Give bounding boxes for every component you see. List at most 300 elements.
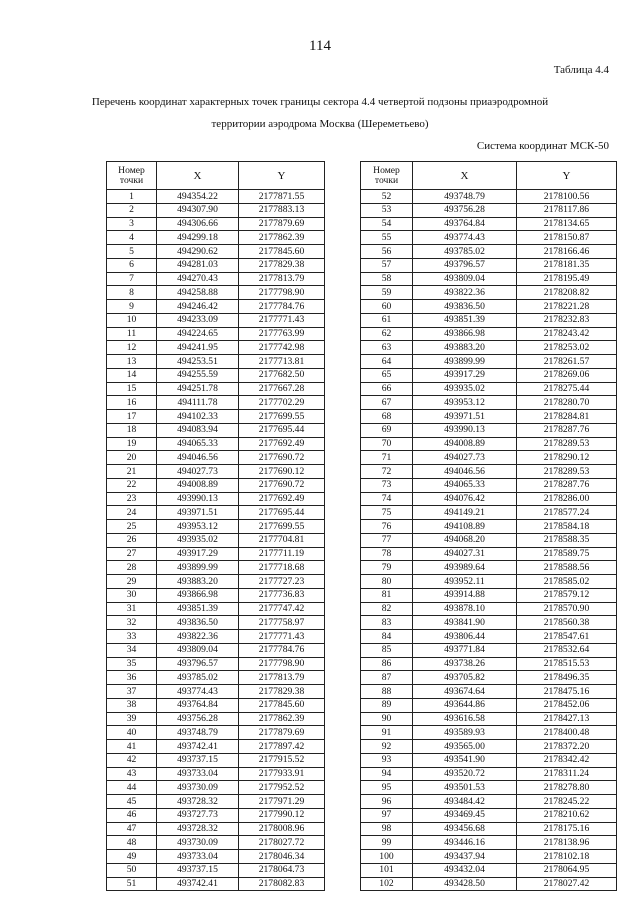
cell-x: 493774.43 (413, 231, 517, 245)
cell-y: 2178560.38 (517, 616, 617, 630)
table-row (361, 245, 617, 259)
cell-point-number: 93 (361, 753, 413, 767)
cell-y: 2177883.13 (239, 203, 325, 217)
cell-y: 2177692.49 (239, 492, 325, 506)
table-label: Таблица 4.4 (553, 64, 609, 76)
table-row (361, 657, 617, 671)
table-row (107, 300, 325, 314)
cell-y: 2177690.72 (239, 478, 325, 492)
cell-point-number: 39 (107, 712, 157, 726)
table-row (361, 492, 617, 506)
cell-point-number: 28 (107, 561, 157, 575)
coordinates-table-left (106, 161, 325, 891)
cell-y: 2178515.53 (517, 657, 617, 671)
cell-x: 493730.09 (157, 836, 239, 850)
cell-point-number: 29 (107, 575, 157, 589)
table-row (107, 437, 325, 451)
cell-point-number: 53 (361, 203, 413, 217)
table-row (107, 836, 325, 850)
cell-point-number: 31 (107, 602, 157, 616)
cell-point-number: 35 (107, 657, 157, 671)
cell-y: 2177718.68 (239, 561, 325, 575)
table-row (107, 698, 325, 712)
cell-y: 2178232.83 (517, 313, 617, 327)
cell-y: 2178008.96 (239, 822, 325, 836)
table-row (107, 217, 325, 231)
table-row (107, 272, 325, 286)
header-point-line1: Номер (373, 164, 400, 176)
cell-point-number: 70 (361, 437, 413, 451)
table-header-row (107, 162, 325, 190)
cell-point-number: 36 (107, 671, 157, 685)
cell-y: 2178372.20 (517, 740, 617, 754)
cell-point-number: 58 (361, 272, 413, 286)
table-row (107, 506, 325, 520)
table-row (361, 231, 617, 245)
cell-y: 2177695.44 (239, 423, 325, 437)
cell-x: 493520.72 (413, 767, 517, 781)
cell-y: 2177736.83 (239, 588, 325, 602)
cell-x: 494108.89 (413, 520, 517, 534)
cell-y: 2177692.49 (239, 437, 325, 451)
table-row (107, 465, 325, 479)
cell-x: 494149.21 (413, 506, 517, 520)
table-row (107, 726, 325, 740)
table-row (361, 808, 617, 822)
cell-point-number: 101 (361, 863, 413, 877)
cell-point-number: 47 (107, 822, 157, 836)
table-row (107, 808, 325, 822)
cell-y: 2178117.86 (517, 203, 617, 217)
cell-x: 493738.26 (413, 657, 517, 671)
cell-point-number: 49 (107, 850, 157, 864)
cell-x: 493878.10 (413, 602, 517, 616)
cell-x: 493883.20 (413, 341, 517, 355)
table-row (361, 327, 617, 341)
table-row (107, 795, 325, 809)
cell-x: 494111.78 (157, 396, 239, 410)
table-row (107, 355, 325, 369)
table-row (361, 382, 617, 396)
cell-point-number: 92 (361, 740, 413, 754)
cell-point-number: 63 (361, 341, 413, 355)
table-row (107, 712, 325, 726)
table-row (361, 781, 617, 795)
cell-y: 2177771.43 (239, 630, 325, 644)
cell-point-number: 51 (107, 877, 157, 891)
cell-x: 493469.45 (413, 808, 517, 822)
table-row (107, 685, 325, 699)
cell-y: 2178046.34 (239, 850, 325, 864)
cell-x: 493851.39 (157, 602, 239, 616)
cell-point-number: 14 (107, 368, 157, 382)
cell-point-number: 13 (107, 355, 157, 369)
cell-y: 2178311.24 (517, 767, 617, 781)
table-row (361, 850, 617, 864)
cell-y: 2178134.65 (517, 217, 617, 231)
cell-y: 2178278.80 (517, 781, 617, 795)
cell-point-number: 94 (361, 767, 413, 781)
cell-y: 2178475.16 (517, 685, 617, 699)
cell-y: 2178400.48 (517, 726, 617, 740)
cell-point-number: 46 (107, 808, 157, 822)
table-row (361, 465, 617, 479)
cell-point-number: 21 (107, 465, 157, 479)
table-body-right (361, 190, 617, 891)
cell-x: 494076.42 (413, 492, 517, 506)
cell-point-number: 34 (107, 643, 157, 657)
cell-x: 493822.36 (157, 630, 239, 644)
cell-y: 2178208.82 (517, 286, 617, 300)
cell-point-number: 5 (107, 245, 157, 259)
table-row (107, 877, 325, 891)
table-row (107, 313, 325, 327)
cell-y: 2177763.99 (239, 327, 325, 341)
cell-y: 2177798.90 (239, 286, 325, 300)
cell-point-number: 68 (361, 410, 413, 424)
cell-point-number: 81 (361, 588, 413, 602)
cell-x: 493990.13 (157, 492, 239, 506)
cell-x: 493730.09 (157, 781, 239, 795)
cell-y: 2178175.16 (517, 822, 617, 836)
table-row (107, 753, 325, 767)
cell-y: 2177699.55 (239, 410, 325, 424)
table-row (361, 712, 617, 726)
cell-y: 2178342.42 (517, 753, 617, 767)
cell-y: 2177879.69 (239, 217, 325, 231)
cell-y: 2177871.55 (239, 190, 325, 204)
cell-x: 493836.50 (413, 300, 517, 314)
cell-x: 493432.04 (413, 863, 517, 877)
cell-point-number: 57 (361, 258, 413, 272)
table-row (361, 341, 617, 355)
cell-point-number: 54 (361, 217, 413, 231)
cell-point-number: 6 (107, 258, 157, 272)
cell-x: 493822.36 (413, 286, 517, 300)
cell-y: 2178253.02 (517, 341, 617, 355)
cell-x: 493851.39 (413, 313, 517, 327)
header-point-line1: Номер (118, 164, 145, 176)
cell-x: 494224.65 (157, 327, 239, 341)
cell-y: 2177990.12 (239, 808, 325, 822)
table-row (361, 368, 617, 382)
cell-point-number: 7 (107, 272, 157, 286)
page-number: 114 (309, 38, 331, 54)
cell-x: 493809.04 (413, 272, 517, 286)
cell-x: 494241.95 (157, 341, 239, 355)
cell-point-number: 99 (361, 836, 413, 850)
cell-point-number: 55 (361, 231, 413, 245)
cell-x: 493806.44 (413, 630, 517, 644)
table-row (361, 643, 617, 657)
cell-point-number: 2 (107, 203, 157, 217)
cell-point-number: 62 (361, 327, 413, 341)
cell-y: 2177727.23 (239, 575, 325, 589)
table-row (361, 217, 617, 231)
cell-x: 493428.50 (413, 877, 517, 891)
cell-point-number: 26 (107, 533, 157, 547)
cell-x: 493917.29 (157, 547, 239, 561)
cell-point-number: 20 (107, 451, 157, 465)
cell-y: 2178289.53 (517, 437, 617, 451)
table-row (107, 423, 325, 437)
cell-y: 2178287.76 (517, 478, 617, 492)
table-row (107, 588, 325, 602)
cell-y: 2178195.49 (517, 272, 617, 286)
table-row (107, 231, 325, 245)
cell-x: 494046.56 (413, 465, 517, 479)
cell-x: 493756.28 (413, 203, 517, 217)
cell-y: 2178588.56 (517, 561, 617, 575)
cell-point-number: 73 (361, 478, 413, 492)
cell-y: 2177704.81 (239, 533, 325, 547)
cell-y: 2177845.60 (239, 698, 325, 712)
cell-x: 494251.78 (157, 382, 239, 396)
cell-point-number: 82 (361, 602, 413, 616)
cell-y: 2177713.81 (239, 355, 325, 369)
table-row (361, 602, 617, 616)
cell-y: 2178286.00 (517, 492, 617, 506)
table-row (361, 272, 617, 286)
cell-x: 493484.42 (413, 795, 517, 809)
cell-point-number: 96 (361, 795, 413, 809)
cell-x: 494253.51 (157, 355, 239, 369)
cell-point-number: 91 (361, 726, 413, 740)
cell-x: 493565.00 (413, 740, 517, 754)
cell-x: 493796.57 (157, 657, 239, 671)
cell-x: 494270.43 (157, 272, 239, 286)
cell-x: 494281.03 (157, 258, 239, 272)
cell-y: 2177862.39 (239, 231, 325, 245)
cell-point-number: 41 (107, 740, 157, 754)
table-row (361, 355, 617, 369)
table-row (107, 671, 325, 685)
header-point-number (107, 162, 157, 190)
table-row (107, 863, 325, 877)
cell-point-number: 84 (361, 630, 413, 644)
cell-y: 2178269.06 (517, 368, 617, 382)
cell-x: 494233.09 (157, 313, 239, 327)
cell-y: 2177829.38 (239, 685, 325, 699)
table-row (361, 685, 617, 699)
cell-y: 2177845.60 (239, 245, 325, 259)
table-row (361, 506, 617, 520)
header-y: Y (239, 162, 325, 190)
cell-x: 493836.50 (157, 616, 239, 630)
table-row (361, 630, 617, 644)
cell-point-number: 23 (107, 492, 157, 506)
cell-point-number: 86 (361, 657, 413, 671)
cell-y: 2178287.76 (517, 423, 617, 437)
cell-y: 2177758.97 (239, 616, 325, 630)
cell-point-number: 16 (107, 396, 157, 410)
cell-y: 2178261.57 (517, 355, 617, 369)
table-title-line1: Перечень координат характерных точек границы сектора 4.4 четвертой подзоны приаэродромной (91, 96, 549, 108)
cell-x: 494008.89 (413, 437, 517, 451)
table-row (107, 533, 325, 547)
cell-y: 2177711.19 (239, 547, 325, 561)
cell-y: 2178245.22 (517, 795, 617, 809)
cell-y: 2178579.12 (517, 588, 617, 602)
cell-y: 2178496.35 (517, 671, 617, 685)
cell-y: 2177798.90 (239, 657, 325, 671)
cell-point-number: 24 (107, 506, 157, 520)
coordinates-table-right (360, 161, 617, 891)
cell-x: 493501.53 (413, 781, 517, 795)
cell-x: 493446.16 (413, 836, 517, 850)
cell-x: 493727.73 (157, 808, 239, 822)
cell-x: 494307.90 (157, 203, 239, 217)
cell-point-number: 1 (107, 190, 157, 204)
cell-y: 2177784.76 (239, 643, 325, 657)
cell-point-number: 12 (107, 341, 157, 355)
cell-point-number: 61 (361, 313, 413, 327)
cell-point-number: 52 (361, 190, 413, 204)
cell-x: 493748.79 (157, 726, 239, 740)
cell-x: 493917.29 (413, 368, 517, 382)
table-row (361, 671, 617, 685)
table-row (361, 437, 617, 451)
cell-x: 494068.20 (413, 533, 517, 547)
table-row (361, 588, 617, 602)
cell-y: 2178102.18 (517, 850, 617, 864)
cell-y: 2178585.02 (517, 575, 617, 589)
cell-y: 2178181.35 (517, 258, 617, 272)
table-row (361, 478, 617, 492)
cell-y: 2178243.42 (517, 327, 617, 341)
cell-point-number: 38 (107, 698, 157, 712)
table-row (361, 190, 617, 204)
cell-y: 2178082.83 (239, 877, 325, 891)
cell-x: 493952.11 (413, 575, 517, 589)
table-row (107, 410, 325, 424)
cell-y: 2177879.69 (239, 726, 325, 740)
table-row (361, 767, 617, 781)
cell-x: 493756.28 (157, 712, 239, 726)
cell-x: 493785.02 (413, 245, 517, 259)
table-row (361, 877, 617, 891)
cell-x: 493990.13 (413, 423, 517, 437)
cell-x: 493771.84 (413, 643, 517, 657)
cell-y: 2178427.13 (517, 712, 617, 726)
cell-point-number: 85 (361, 643, 413, 657)
cell-point-number: 97 (361, 808, 413, 822)
cell-x: 494065.33 (413, 478, 517, 492)
cell-point-number: 87 (361, 671, 413, 685)
table-row (107, 258, 325, 272)
cell-y: 2178532.64 (517, 643, 617, 657)
header-y: Y (517, 162, 617, 190)
table-row (107, 547, 325, 561)
cell-point-number: 43 (107, 767, 157, 781)
table-row (107, 822, 325, 836)
cell-point-number: 80 (361, 575, 413, 589)
cell-x: 494306.66 (157, 217, 239, 231)
cell-y: 2178290.12 (517, 451, 617, 465)
cell-point-number: 4 (107, 231, 157, 245)
cell-x: 493841.90 (413, 616, 517, 630)
cell-y: 2177747.42 (239, 602, 325, 616)
cell-x: 493935.02 (157, 533, 239, 547)
table-row (107, 245, 325, 259)
table-row (361, 533, 617, 547)
cell-y: 2178221.28 (517, 300, 617, 314)
cell-point-number: 75 (361, 506, 413, 520)
cell-point-number: 8 (107, 286, 157, 300)
cell-point-number: 42 (107, 753, 157, 767)
cell-x: 493883.20 (157, 575, 239, 589)
cell-x: 493899.99 (413, 355, 517, 369)
table-row (107, 575, 325, 589)
header-x: X (157, 162, 239, 190)
table-body-left (107, 190, 325, 891)
cell-point-number: 32 (107, 616, 157, 630)
table-row (361, 753, 617, 767)
cell-y: 2178166.46 (517, 245, 617, 259)
cell-y: 2178588.35 (517, 533, 617, 547)
cell-x: 493935.02 (413, 382, 517, 396)
cell-x: 494065.33 (157, 437, 239, 451)
header-point-line2: точки (119, 174, 144, 186)
cell-x: 494008.89 (157, 478, 239, 492)
table-row (361, 313, 617, 327)
cell-point-number: 102 (361, 877, 413, 891)
table-row (107, 341, 325, 355)
cell-y: 2178589.75 (517, 547, 617, 561)
table-row (361, 451, 617, 465)
cell-x: 493541.90 (413, 753, 517, 767)
cell-x: 494027.73 (413, 451, 517, 465)
cell-y: 2178280.70 (517, 396, 617, 410)
table-row (361, 258, 617, 272)
cell-x: 494246.42 (157, 300, 239, 314)
cell-y: 2177695.44 (239, 506, 325, 520)
cell-point-number: 33 (107, 630, 157, 644)
cell-point-number: 56 (361, 245, 413, 259)
cell-point-number: 40 (107, 726, 157, 740)
cell-point-number: 65 (361, 368, 413, 382)
cell-y: 2178027.72 (239, 836, 325, 850)
cell-point-number: 19 (107, 437, 157, 451)
cell-y: 2177690.12 (239, 465, 325, 479)
cell-x: 493589.93 (413, 726, 517, 740)
cell-y: 2177682.50 (239, 368, 325, 382)
cell-y: 2177742.98 (239, 341, 325, 355)
cell-point-number: 9 (107, 300, 157, 314)
table-row (361, 740, 617, 754)
cell-y: 2177971.29 (239, 795, 325, 809)
cell-x: 494255.59 (157, 368, 239, 382)
cell-point-number: 37 (107, 685, 157, 699)
cell-x: 493742.41 (157, 877, 239, 891)
cell-point-number: 45 (107, 795, 157, 809)
cell-point-number: 60 (361, 300, 413, 314)
table-row (107, 850, 325, 864)
cell-point-number: 98 (361, 822, 413, 836)
cell-x: 493866.98 (413, 327, 517, 341)
cell-x: 493764.84 (413, 217, 517, 231)
table-row (107, 657, 325, 671)
cell-y: 2178210.62 (517, 808, 617, 822)
table-row (361, 863, 617, 877)
table-row (361, 520, 617, 534)
cell-x: 493809.04 (157, 643, 239, 657)
table-row (107, 616, 325, 630)
cell-x: 493742.41 (157, 740, 239, 754)
header-x: X (413, 162, 517, 190)
table-row (107, 478, 325, 492)
cell-x: 493796.57 (413, 258, 517, 272)
